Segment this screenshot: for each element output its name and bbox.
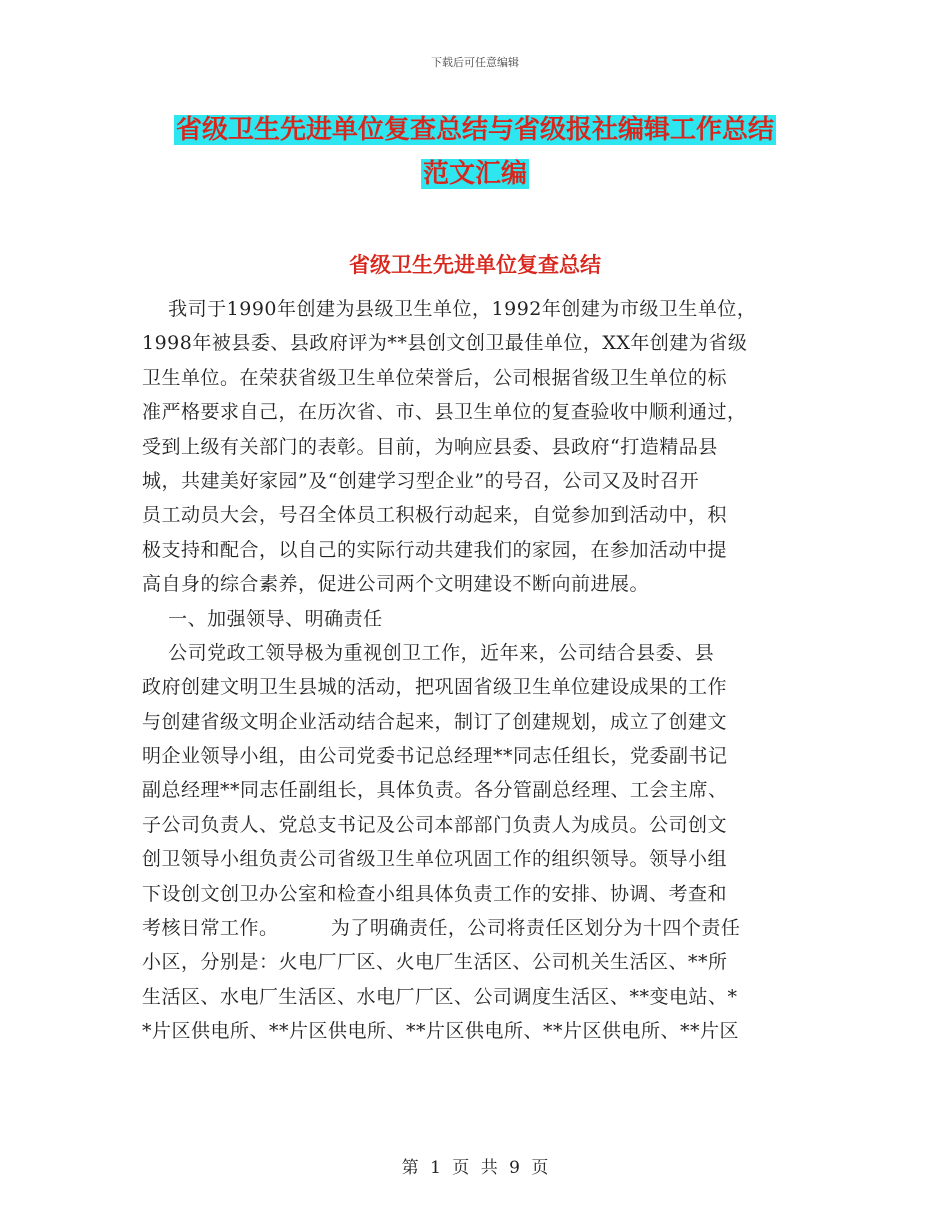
body-line: *片区供电所、**片区供电所、**片区供电所、**片区供电所、**片区 xyxy=(142,1020,740,1043)
document-title-text-1: 省级卫生先进单位复查总结与省级报社编辑工作总结 xyxy=(175,115,774,145)
body-line: 我司于1990年创建为县级卫生单位，1992年创建为市级卫生单位， xyxy=(142,298,757,320)
body-line: 政府创建文明卫生县城的活动，把巩固省级卫生单位建设成果的工作 xyxy=(142,676,728,699)
body-line: 卫生单位。在荣获省级卫生单位荣誉后，公司根据省级卫生单位的标 xyxy=(142,366,728,389)
subheading-line: 一、加强领导、明确责任 xyxy=(142,607,383,630)
document-title-line-1 xyxy=(0,112,950,148)
body-line: 副总经理**同志任副组长，具体负责。各分管副总经理、工会主席、 xyxy=(142,779,728,802)
body-line: 准严格要求自己，在历次省、市、县卫生单位的复查验收中顺利通过， xyxy=(142,401,747,424)
section-title: 省级卫生先进单位复查总结 xyxy=(349,253,601,277)
body-line: 小区，分别是：火电厂厂区、火电厂生活区、公司机关生活区、**所 xyxy=(142,951,728,974)
page-footer: 第 1 页 共 9 页 xyxy=(401,1158,549,1178)
body-line: 与创建省级文明企业活动结合起来，制订了创建规划，成立了创建文 xyxy=(142,710,728,733)
document-title-line-2 xyxy=(0,156,950,192)
document-title-text-2: 范文汇编 xyxy=(422,159,527,189)
body-line: 高自身的综合素养，促进公司两个文明建设不断向前进展。 xyxy=(142,573,650,596)
body-line: 受到上级有关部门的表彰。目前，为响应县委、县政府“打造精品县 xyxy=(142,435,718,458)
body-line: 考核日常工作。 为了明确责任，公司将责任区划分为十四个责任 xyxy=(142,917,741,940)
header-note: 下载后可任意编辑 xyxy=(431,56,519,69)
body-text xyxy=(142,292,832,1049)
body-line: 公司党政工领导极为重视创卫工作，近年来，公司结合县委、县 xyxy=(142,641,715,664)
body-line: 1998年被县委、县政府评为**县创文创卫最佳单位，XX年创建为省级 xyxy=(142,332,748,355)
body-line: 极支持和配合，以自己的实际行动共建我们的家园，在参加活动中提 xyxy=(142,538,728,561)
body-line: 员工动员大会，号召全体员工积极行动起来，自觉参加到活动中，积 xyxy=(142,504,728,527)
body-line: 创卫领导小组负责公司省级卫生单位巩固工作的组织领导。领导小组 xyxy=(142,848,728,871)
body-line: 生活区、水电厂生活区、水电厂厂区、公司调度生活区、**变电站、* xyxy=(142,985,738,1008)
body-line: 子公司负责人、党总支书记及公司本部部门负责人为成员。公司创文 xyxy=(142,813,728,836)
body-line: 城，共建美好家园”及“创建学习型企业”的号召，公司又及时召开 xyxy=(142,469,700,492)
body-line: 明企业领导小组，由公司党委书记总经理**同志任组长，党委副书记 xyxy=(142,745,728,768)
body-line: 下设创文创卫办公室和检查小组具体负责工作的安排、协调、考查和 xyxy=(142,882,728,905)
